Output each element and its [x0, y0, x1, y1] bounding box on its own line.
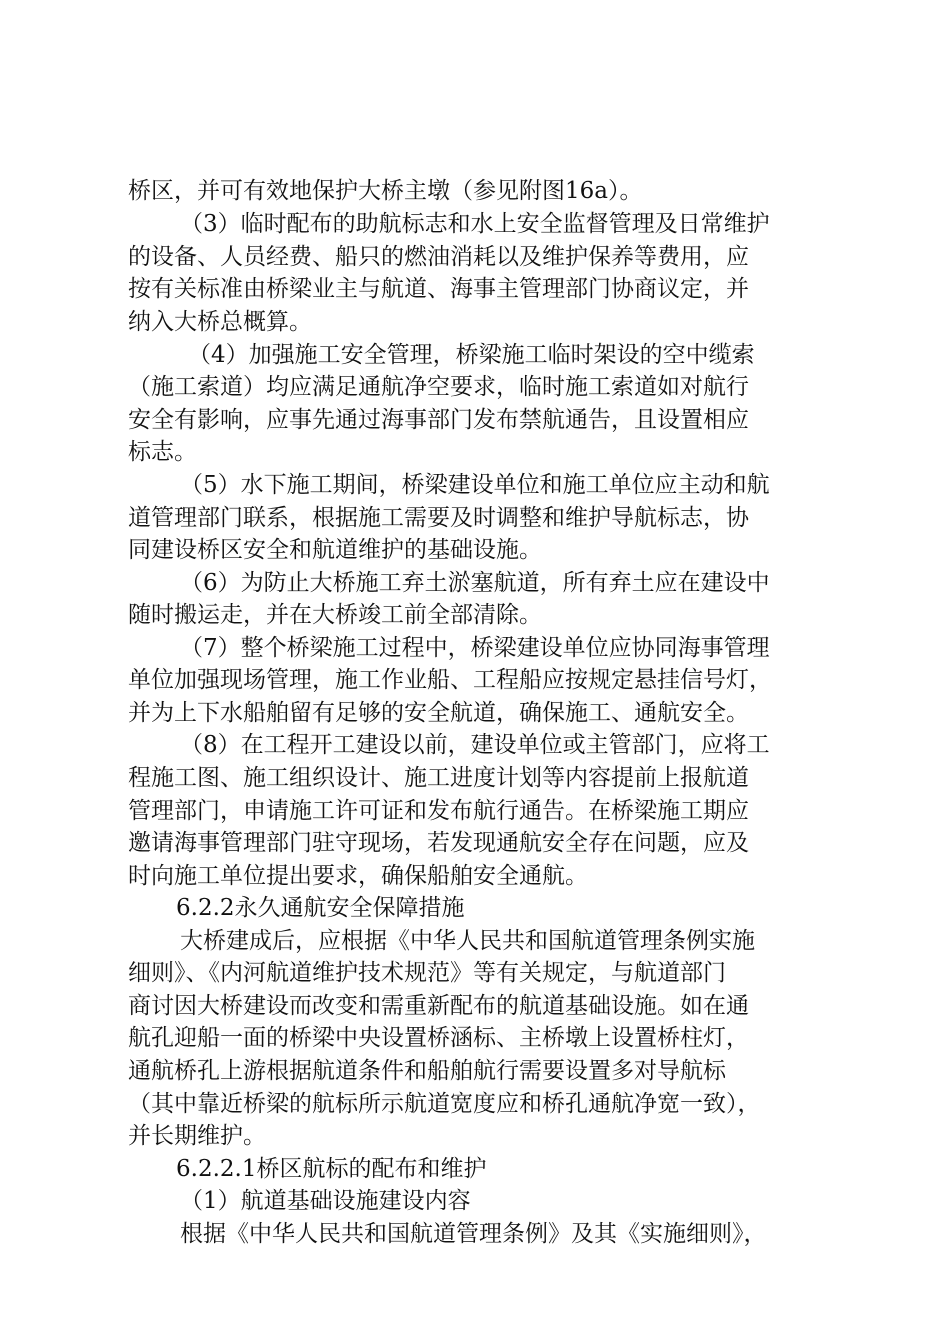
subsection-heading: 6.2.2.1桥区航标的配布和维护 [176, 1156, 487, 1182]
text-line: 按有关标准由桥梁业主与航道、海事主管理部门协商议定，并 [128, 276, 749, 302]
text-line: （8）在工程开工建设以前，建设单位或主管部门，应将工 [180, 732, 770, 758]
text-line: （4）加强施工安全管理，桥梁施工临时架设的空中缆索 [188, 342, 755, 368]
text-line: 时向施工单位提出要求，确保船舶安全通航。 [128, 863, 588, 889]
text-line: 标志。 [128, 439, 197, 465]
section-heading: 6.2.2永久通航安全保障措施 [176, 895, 465, 921]
text-line: 并为上下水船舶留有足够的安全航道，确保施工、通航安全。 [128, 700, 749, 726]
text-line: （其中靠近桥梁的航标所示航道宽度应和桥孔通航净宽一致）， [128, 1091, 761, 1117]
text-line: 单位加强现场管理，施工作业船、工程船应按规定悬挂信号灯， [128, 667, 772, 693]
text-line: 通航桥孔上游根据航道条件和船舶航行需要设置多对导航标 [128, 1058, 726, 1084]
text-line: 程施工图、施工组织设计、施工进度计划等内容提前上报航道 [128, 765, 749, 791]
text-line: （6）为防止大桥施工弃土淤塞航道，所有弃土应在建设中 [180, 570, 770, 596]
text-line: 并长期维护。 [128, 1123, 266, 1149]
item-heading: （1）航道基础设施建设内容 [180, 1188, 471, 1214]
text-line: 的设备、人员经费、船只的燃油消耗以及维护保养等费用，应 [128, 244, 749, 270]
text-line: 邀请海事管理部门驻守现场，若发现通航安全存在问题，应及 [128, 830, 749, 856]
text-line: 根据《中华人民共和国航道管理条例》及其《实施细则》， [180, 1221, 767, 1247]
text-line: （7）整个桥梁施工过程中，桥梁建设单位应协同海事管理 [180, 635, 770, 661]
text-line: 随时搬运走，并在大桥竣工前全部清除。 [128, 602, 542, 628]
text-line: 细则》、《内河航道维护技术规范》等有关规定，与航道部门 [128, 960, 726, 986]
text-line: 桥区，并可有效地保护大桥主墩（参见附图16a）。 [128, 178, 643, 204]
text-line: 管理部门，申请施工许可证和发布航行通告。在桥梁施工期应 [128, 798, 749, 824]
text-line: 同建设桥区安全和航道维护的基础设施。 [128, 537, 542, 563]
text-line: 航孔迎船一面的桥梁中央设置桥涵标、主桥墩上设置桥柱灯， [128, 1025, 749, 1051]
text-line: 大桥建成后，应根据《中华人民共和国航道管理条例实施 [180, 928, 755, 954]
text-line: 安全有影响，应事先通过海事部门发布禁航通告，且设置相应 [128, 407, 749, 433]
text-line: 道管理部门联系，根据施工需要及时调整和维护导航标志，协 [128, 505, 749, 531]
text-line: 纳入大桥总概算。 [128, 309, 312, 335]
text-line: 商讨因大桥建设而改变和需重新配布的航道基础设施。如在通 [128, 993, 749, 1019]
text-line: （3）临时配布的助航标志和水上安全监督管理及日常维护 [180, 211, 770, 237]
text-line: （5）水下施工期间，桥梁建设单位和施工单位应主动和航 [180, 472, 770, 498]
text-line: （施工索道）均应满足通航净空要求，临时施工索道如对航行 [128, 374, 749, 400]
